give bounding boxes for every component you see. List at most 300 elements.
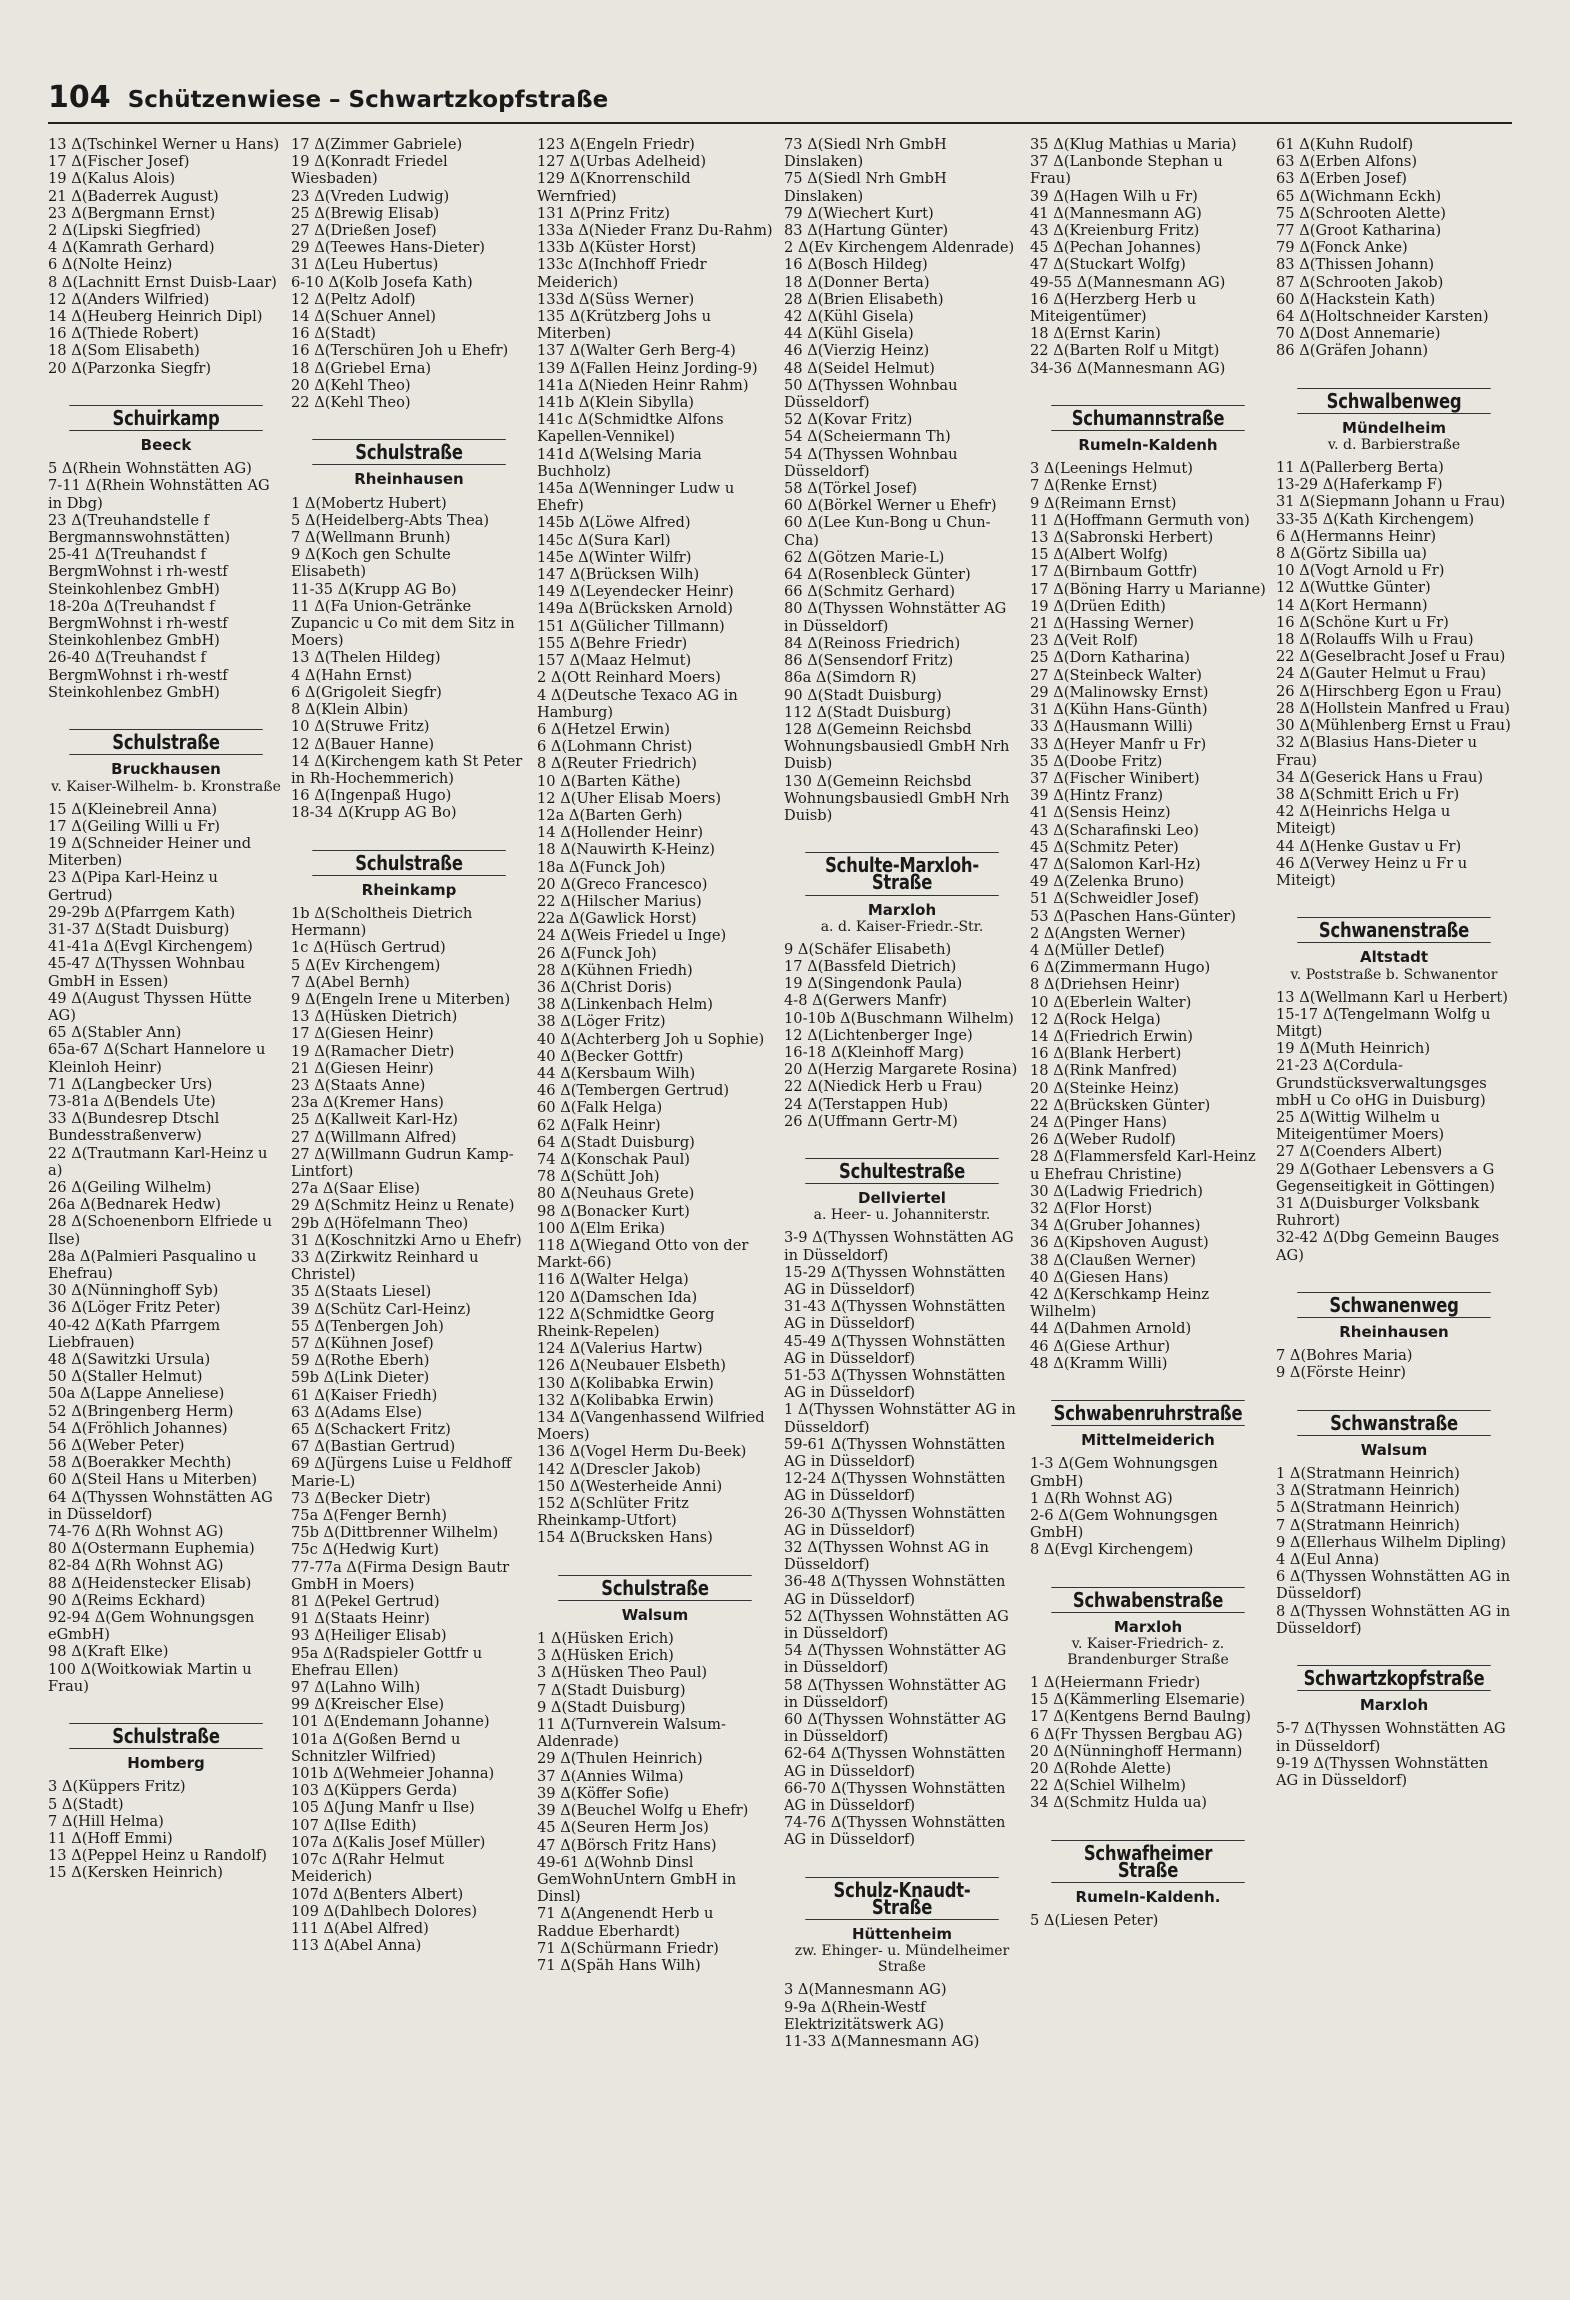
entry-line: 42 Δ(Kühl Gisela) — [784, 308, 914, 326]
street-block — [1276, 1410, 1512, 1637]
entry-line: 4-8 Δ(Gerwers Manfr) — [784, 992, 947, 1010]
street-block — [1276, 1292, 1512, 1382]
entry-line: 48 Δ(Sawitzki Ursula) — [48, 1351, 211, 1368]
entry-line: 38 Δ(Löger Fritz) — [537, 1013, 666, 1031]
entry-line: 37 Δ(Lanbonde Stephan u Frau) — [1030, 153, 1223, 188]
entry-line: 46 Δ(Vierzig Heinz) — [784, 342, 930, 360]
entry-line: 1 Δ(Heiermann Friedr) — [1030, 1674, 1201, 1692]
entry-line: 99 Δ(Kreischer Else) — [291, 1696, 445, 1714]
entry-line: 6 Δ(Hermanns Heinr) — [1276, 527, 1437, 545]
entry-line: 40-42 Δ(Kath Pfarrgem Liebfrauen) — [48, 1316, 221, 1351]
entry-line: 136 Δ(Vogel Herm Du-Beek) — [537, 1443, 747, 1461]
entry-line: 101 Δ(Endemann Johanne) — [291, 1713, 490, 1731]
entry-line: 21-23 Δ(Cordula-Grundstücksverwaltungsges mbH u Co oHG in Duisburg) — [1276, 1057, 1487, 1109]
street-note: v. Kaiser-Friedrich- z. Brandenburger Straße — [1067, 1636, 1229, 1669]
street-note: a. Heer- u. Johanniterstr. — [813, 1207, 991, 1224]
entry-line: 26a Δ(Bednarek Hedw) — [48, 1196, 221, 1214]
entry-line: 120 Δ(Damschen Ida) — [537, 1288, 698, 1306]
entry-line: 1b Δ(Scholtheis Dietrich Hermann) — [291, 904, 473, 940]
entry-line: 111 Δ(Abel Alfred) — [291, 1919, 429, 1937]
entry-line: 19 Δ(Konradt Friedel Wiesbaden) — [291, 153, 448, 188]
entry-line: 62-64 Δ(Thyssen Wohnstätten AG in Düsseldorf) — [784, 1745, 1006, 1780]
street-heading — [48, 729, 284, 794]
entry-line: 151 Δ(Gülicher Tillmann) — [537, 617, 725, 635]
entry-line: 6 Δ(Nolte Heinz) — [48, 256, 173, 274]
entry-line: 31 Δ(Siepmann Johann u Frau) — [1276, 493, 1506, 511]
entry-line: 31 Δ(Koschnitzki Arno u Ehefr) — [291, 1231, 522, 1249]
entry-line: 33 Δ(Bundesrep Dtschl Bundesstraßenverw) — [48, 1110, 220, 1145]
entry-line: 18-34 Δ(Krupp AG Bo) — [291, 804, 457, 822]
district-name: Altstadt — [1359, 948, 1429, 967]
entry-line: 32 Δ(Flor Horst) — [1030, 1199, 1153, 1217]
district-name: Mündelheim — [1342, 418, 1446, 437]
entry-line: 66-70 Δ(Thyssen Wohnstätten AG in Düsseldorf) — [784, 1779, 1006, 1815]
entry-line: 80 Δ(Thyssen Wohnstätter AG in Düsseldorf) — [784, 600, 1007, 635]
entry-line: 64 Δ(Holtschneider Karsten) — [1276, 308, 1489, 326]
street-block — [537, 136, 773, 1547]
entry-line: 95a Δ(Radspieler Gottfr u Ehefrau Ellen) — [291, 1644, 483, 1679]
entry-line: 17 Δ(Bassfeld Dietrich) — [784, 957, 957, 975]
entry-line: 101b Δ(Wehmeier Johanna) — [291, 1765, 495, 1783]
entry-line: 45 Δ(Pechan Johannes) — [1030, 239, 1201, 257]
street-block — [1276, 136, 1512, 360]
entry-line: 30 Δ(Mühlenberg Ernst u Frau) — [1276, 717, 1511, 735]
entry-line: 23 Δ(Vreden Ludwig) — [291, 187, 450, 205]
district-name: Bruckhausen — [111, 760, 221, 779]
entry-line: 22a Δ(Gawlick Horst) — [537, 910, 697, 928]
entry-line: 47 Δ(Stuckart Wolfg) — [1030, 256, 1186, 274]
entry-line: 118 Δ(Wiegand Otto von der Markt-66) — [537, 1237, 749, 1272]
entry-line: 154 Δ(Brucksken Hans) — [537, 1529, 713, 1547]
district-name: Marxloh — [1359, 1696, 1429, 1715]
entry-line: 24 Δ(Weis Friedel u Inge) — [537, 927, 727, 945]
street-block — [537, 1575, 773, 1974]
entry-line: 21 Δ(Giesen Heinr) — [291, 1059, 434, 1077]
entry-line: 2 Δ(Ev Kirchengem Aldenrade) — [784, 239, 1015, 257]
entry-line: 84 Δ(Reinoss Friedrich) — [784, 634, 961, 652]
entry-line: 79 Δ(Wiechert Kurt) — [784, 204, 934, 222]
entry-line: 60 Δ(Hackstein Kath) — [1276, 290, 1436, 308]
entry-line: 16 Δ(Stadt) — [291, 325, 376, 343]
street-name: Schulstraße — [312, 850, 506, 876]
entry-line: 145b Δ(Löwe Alfred) — [537, 514, 691, 532]
entry-line: 62 Δ(Falk Heinr) — [537, 1116, 661, 1134]
entry-line: 77 Δ(Groot Katharina) — [1276, 222, 1442, 240]
entry-line: 28 Δ(Flammersfeld Karl-Heinz u Ehefrau Christine) — [1030, 1148, 1256, 1183]
entry-line: 4 Δ(Hahn Ernst) — [291, 666, 413, 684]
street-block — [291, 136, 527, 411]
entry-line: 131 Δ(Prinz Fritz) — [537, 204, 670, 222]
entry-line: 18 Δ(Ernst Karin) — [1030, 325, 1161, 343]
entry-line: 20 Δ(Greco Francesco) — [537, 875, 708, 893]
street-heading — [1030, 1840, 1266, 1907]
entry-line: 62 Δ(Götzen Marie-L) — [784, 548, 945, 566]
entry-line: 6 Δ(Fr Thyssen Bergbau AG) — [1030, 1725, 1243, 1743]
entry-line: 30 Δ(Nünninghoff Syb) — [48, 1282, 219, 1300]
entry-line: 32-42 Δ(Dbg Gemeinn Bauges AG) — [1276, 1229, 1500, 1264]
entry-line: 32 Δ(Thyssen Wohnst AG in Düsseldorf) — [784, 1539, 989, 1574]
entry-line: 59b Δ(Link Dieter) — [291, 1369, 430, 1387]
entry-line: 6 Δ(Grigoleit Siegfr) — [291, 683, 442, 701]
entry-line: 79 Δ(Fonck Anke) — [1276, 239, 1408, 257]
entry-line: 5 Δ(Rhein Wohnstätten AG) — [48, 460, 252, 478]
entry-line: 7 Δ(Stratmann Heinrich) — [1276, 1516, 1460, 1534]
entry-line: 4 Δ(Müller Detlef) — [1030, 941, 1165, 959]
entry-line: 12-24 Δ(Thyssen Wohnstätten AG in Düsseldorf) — [784, 1470, 1006, 1505]
entry-line: 29b Δ(Höfelmann Theo) — [291, 1214, 469, 1232]
entry-line: 33-35 Δ(Kath Kirchengem) — [1276, 510, 1475, 528]
street-block — [784, 852, 1020, 1130]
entry-line: 23 Δ(Bergmann Ernst) — [48, 204, 216, 222]
entry-line: 43 Δ(Scharafinski Leo) — [1030, 821, 1199, 839]
entry-line: 14 Δ(Friedrich Erwin) — [1030, 1027, 1193, 1045]
entry-line: 9 Δ(Ellerhaus Wilhelm Dipling) — [1276, 1533, 1507, 1551]
entry-line: 49-55 Δ(Mannesmann AG) — [1030, 273, 1226, 291]
entry-line: 116 Δ(Walter Helga) — [537, 1271, 689, 1289]
entry-line: 112 Δ(Stadt Duisburg) — [784, 703, 952, 721]
entry-line: 45-47 Δ(Thyssen Wohnbau GmbH in Essen) — [48, 955, 246, 990]
entry-line: 19 Δ(Schneider Heiner und Miterben) — [48, 834, 252, 870]
entry-line: 12 Δ(Peltz Adolf) — [291, 290, 416, 308]
entry-line: 31 Δ(Leu Hubertus) — [291, 256, 439, 274]
entry-line: 51 Δ(Schweidler Josef) — [1030, 890, 1199, 908]
district-name: Marxloh — [1113, 1617, 1183, 1636]
entry-line: 9 Δ(Reimann Ernst) — [1030, 494, 1177, 512]
entry-line: 8 Δ(Klein Albin) — [291, 701, 409, 719]
entry-line: 45 Δ(Schmitz Peter) — [1030, 838, 1179, 856]
column-2 — [291, 136, 527, 1954]
entry-line: 12 Δ(Wuttke Günter) — [1276, 579, 1431, 597]
entry-line: 36 Δ(Löger Fritz Peter) — [48, 1299, 221, 1317]
entry-line: 98 Δ(Bonacker Kurt) — [537, 1202, 690, 1220]
entry-line: 58 Δ(Törkel Josef) — [784, 480, 918, 498]
entry-line: 46 Δ(Verwey Heinz u Fr u Miteigt) — [1276, 854, 1468, 889]
entry-line: 17 Δ(Geiling Willi u Fr) — [48, 817, 221, 835]
entry-line: 8 Δ(Thyssen Wohnstätten AG in Düsseldorf) — [1276, 1602, 1511, 1637]
entry-line: 31 Δ(Duisburger Volksbank Ruhrort) — [1276, 1194, 1480, 1230]
entry-line: 20 Δ(Herzig Margarete Rosina) — [784, 1061, 1018, 1079]
entry-line: 93 Δ(Heiliger Elisab) — [291, 1627, 447, 1645]
street-heading — [48, 1723, 284, 1772]
page-number: 104 — [48, 80, 111, 115]
entry-line: 58 Δ(Boerakker Mechth) — [48, 1454, 232, 1472]
entry-line: 23a Δ(Kremer Hans) — [291, 1094, 444, 1112]
entry-line: 11-33 Δ(Mannesmann AG) — [784, 2032, 980, 2050]
street-block — [48, 136, 284, 377]
entry-line: 13 Δ(Wellmann Karl u Herbert) — [1276, 988, 1508, 1006]
entry-line: 41 Δ(Mannesmann AG) — [1030, 204, 1202, 222]
entry-line: 41-41a Δ(Evgl Kirchengem) — [48, 938, 253, 956]
entry-line: 71 Δ(Angenendt Herb u Raddue Eberhardt) — [537, 1905, 714, 1940]
entry-line: 9-9a Δ(Rhein-Westf Elektrizitätswerk AG) — [784, 1998, 945, 2033]
entry-line: 155 Δ(Behre Friedr) — [537, 634, 688, 652]
entry-line: 49-61 Δ(Wohnb Dinsl GemWohnUntern GmbH in Dinsl) — [537, 1853, 737, 1906]
entry-line: 11 Δ(Hoff Emmi) — [48, 1830, 173, 1848]
entry-line: 17 Δ(Fischer Josef) — [48, 153, 190, 171]
street-block — [291, 850, 527, 1955]
entry-line: 63 Δ(Erben Josef) — [1276, 170, 1407, 188]
entry-line: 127 Δ(Urbas Adelheid) — [537, 153, 707, 171]
entry-line: 141a Δ(Nieden Heinr Rahm) — [537, 376, 749, 394]
entry-line: 14 Δ(Kort Hermann) — [1276, 596, 1428, 614]
entry-line: 25 Δ(Kallweit Karl-Hz) — [291, 1111, 458, 1129]
entry-line: 12a Δ(Barten Gerh) — [537, 806, 683, 824]
entry-line: 137 Δ(Walter Gerh Berg-4) — [537, 342, 736, 360]
street-block — [1030, 1587, 1266, 1812]
entry-line: 145c Δ(Sura Karl) — [537, 531, 671, 549]
entry-line: 10-10b Δ(Buschmann Wilhelm) — [784, 1009, 1014, 1027]
entry-line: 75c Δ(Hedwig Kurt) — [291, 1541, 439, 1559]
entry-line: 1 Δ(Hüsken Erich) — [537, 1630, 674, 1648]
entry-line: 54 Δ(Scheiermann Th) — [784, 428, 951, 446]
entry-line: 18a Δ(Funck Joh) — [537, 858, 666, 876]
entry-line: 70 Δ(Dost Annemarie) — [1276, 325, 1441, 343]
entry-line: 27a Δ(Saar Elise) — [291, 1180, 420, 1198]
entry-line: 2 Δ(Angsten Werner) — [1030, 924, 1186, 942]
entry-line: 8 Δ(Görtz Sibilla ua) — [1276, 545, 1427, 563]
entry-line: 18 Δ(Nauwirth K-Heinz) — [537, 841, 715, 859]
entry-line: 77-77a Δ(Firma Design Bautr GmbH in Moers) — [291, 1558, 510, 1593]
entry-line: 25 Δ(Wittig Wilhelm u Miteigentümer Moers) — [1276, 1108, 1445, 1144]
entry-line: 19 Δ(Muth Heinrich) — [1276, 1040, 1431, 1058]
entry-line: 133c Δ(Inchhoff Friedr Meiderich) — [537, 256, 707, 291]
entry-line: 1 Δ(Mobertz Hubert) — [291, 494, 447, 512]
entry-line: 3 Δ(Hüsken Erich) — [537, 1647, 674, 1665]
entry-line: 38 Δ(Linkenbach Helm) — [537, 996, 713, 1014]
street-block — [1276, 1665, 1512, 1789]
entry-line: 39 Δ(Beuchel Wolfg u Ehefr) — [537, 1802, 749, 1820]
entry-line: 5-7 Δ(Thyssen Wohnstätten AG in Düsseldorf) — [1276, 1720, 1506, 1755]
entry-line: 42 Δ(Kerschkamp Heinz Wilhelm) — [1030, 1286, 1210, 1321]
entry-line: 88 Δ(Heidenstecker Elisab) — [48, 1574, 252, 1592]
entry-line: 58 Δ(Thyssen Wohnstätter AG in Düsseldorf) — [784, 1676, 1007, 1711]
entry-line: 4 Δ(Kamrath Gerhard) — [48, 239, 215, 257]
entry-line: 65 Δ(Stabler Ann) — [48, 1024, 182, 1042]
entry-line: 11 Δ(Turnverein Walsum-Aldenrade) — [537, 1716, 726, 1751]
entry-line: 1-3 Δ(Gem Wohnungsgen GmbH) — [1030, 1455, 1218, 1490]
column-6 — [1276, 136, 1512, 1789]
entry-line: 64 Δ(Rosenbleck Günter) — [784, 566, 971, 584]
district-name: Mittelmeiderich — [1081, 1431, 1215, 1450]
entry-line: 141d Δ(Welsing Maria Buchholz) — [537, 445, 702, 480]
street-heading — [537, 1575, 773, 1624]
entry-line: 54 Δ(Fröhlich Johannes) — [48, 1419, 228, 1437]
entry-line: 101a Δ(Goßen Bernd u Schnitzler Wilfried) — [291, 1730, 461, 1765]
entry-line: 13 Δ(Tschinkel Werner u Hans) — [48, 136, 280, 153]
entry-line: 36 Δ(Kipshoven August) — [1030, 1234, 1209, 1252]
entry-line: 150 Δ(Westerheide Anni) — [537, 1477, 723, 1495]
street-heading — [1276, 1665, 1512, 1714]
entry-line: 90 Δ(Reims Eckhard) — [48, 1591, 206, 1609]
district-name: Rheinkamp — [361, 880, 457, 899]
entry-line: 20 Δ(Kehl Theo) — [291, 376, 411, 394]
entry-line: 105 Δ(Jung Manfr u Ilse) — [291, 1799, 475, 1817]
entry-line: 35 Δ(Staats Liesel) — [291, 1283, 432, 1301]
entry-line: 107a Δ(Kalis Josef Müller) — [291, 1833, 486, 1851]
entry-line: 28a Δ(Palmieri Pasqualino u Ehefrau) — [48, 1247, 257, 1282]
entry-line: 36 Δ(Christ Doris) — [537, 978, 672, 996]
entry-line: 21 Δ(Baderrek August) — [48, 187, 219, 205]
entry-line: 97 Δ(Lahno Wilh) — [291, 1679, 421, 1697]
entry-line: 129 Δ(Knorrenschild Wernfried) — [537, 170, 691, 205]
entry-line: 43 Δ(Kreienburg Fritz) — [1030, 222, 1200, 240]
entry-line: 5 Δ(Liesen Peter) — [1030, 1912, 1159, 1930]
entry-line: 60 Δ(Steil Hans u Miterben) — [48, 1471, 258, 1489]
entry-line: 10 Δ(Eberlein Walter) — [1030, 993, 1192, 1011]
entry-line: 23 Δ(Treuhandstelle f Bergmannswohnstätten) — [48, 511, 231, 547]
entry-line: 107c Δ(Rahr Helmut Meiderich) — [291, 1851, 445, 1886]
entry-line: 46 Δ(Tembergen Gertrud) — [537, 1082, 730, 1100]
street-name: Schwartzkopfstraße — [1297, 1665, 1491, 1691]
street-note: zw. Ehinger- u. Mündelheimer Straße — [794, 1943, 1010, 1976]
entry-line: 25 Δ(Dorn Katharina) — [1030, 649, 1190, 667]
street-name: Schulz-Knaudt-Straße — [805, 1877, 999, 1920]
entry-line: 128 Δ(Gemeinn Reichsbd Wohnungsbausiedl GmbH Nrh Duisb) — [784, 720, 1010, 773]
entry-line: 107 Δ(Ilse Edith) — [291, 1816, 417, 1834]
entry-line: 29 Δ(Teewes Hans-Dieter) — [291, 239, 485, 257]
entry-line: 9 Δ(Förste Heinr) — [1276, 1364, 1406, 1382]
entry-line: 21 Δ(Hassing Werner) — [1030, 615, 1195, 633]
street-name: Schwabenstraße — [1051, 1587, 1245, 1613]
entry-line: 8 Δ(Driehsen Heinr) — [1030, 976, 1180, 994]
entry-line: 6 Δ(Zimmermann Hugo) — [1030, 959, 1211, 977]
entry-line: 33 Δ(Zirkwitz Reinhard u Christel) — [291, 1248, 479, 1284]
entry-line: 22 Δ(Hilscher Marius) — [537, 892, 702, 910]
column-4 — [784, 136, 1020, 2050]
entry-line: 16 Δ(Blank Herbert) — [1030, 1045, 1182, 1063]
entry-line: 4 Δ(Eul Anna) — [1276, 1551, 1380, 1569]
entry-line: 38 Δ(Schmitt Erich u Fr) — [1276, 785, 1460, 803]
entry-line: 107d Δ(Benters Albert) — [291, 1885, 464, 1903]
entry-line: 39 Δ(Hagen Wilh u Fr) — [1030, 187, 1198, 205]
entry-line: 16 Δ(Bosch Hildeg) — [784, 256, 928, 274]
entry-line: 3-9 Δ(Thyssen Wohnstätten AG in Düsseldorf) — [784, 1229, 1014, 1264]
district-name: Rumeln-Kaldenh — [1078, 436, 1218, 455]
entry-line: 83 Δ(Thissen Johann) — [1276, 256, 1435, 274]
entry-line: 8 Δ(Lachnitt Ernst Duisb-Laar) — [48, 273, 277, 291]
entry-line: 26 Δ(Geiling Wilhelm) — [48, 1178, 212, 1196]
entry-line: 152 Δ(Schlüter Fritz Rheinkamp-Utfort) — [537, 1495, 689, 1530]
entry-line: 49 Δ(Zelenka Bruno) — [1030, 873, 1185, 891]
entry-line: 75 Δ(Schrooten Alette) — [1276, 204, 1447, 222]
entry-line: 57 Δ(Kühnen Josef) — [291, 1335, 434, 1352]
entry-line: 139 Δ(Fallen Heinz Jording-9) — [537, 359, 758, 377]
entry-line: 31 Δ(Kühn Hans-Günth) — [1030, 701, 1208, 719]
entry-line: 11 Δ(Pallerberg Berta) — [1276, 459, 1444, 477]
entry-line: 51-53 Δ(Thyssen Wohnstätten AG in Düsseldorf) — [784, 1367, 1006, 1402]
street-heading — [784, 1158, 1020, 1223]
entry-line: 27 Δ(Willmann Gudrun Kamp-Lintfort) — [291, 1145, 514, 1180]
entry-line: 16 Δ(Thiede Robert) — [48, 325, 199, 343]
street-note: v. d. Barbierstraße — [1327, 437, 1461, 454]
entry-line: 44 Δ(Kühl Gisela) — [784, 325, 914, 343]
entry-line: 7-11 Δ(Rhein Wohnstätten AG in Dbg) — [48, 477, 270, 512]
entry-line: 8 Δ(Reuter Friedrich) — [537, 755, 697, 773]
entry-line: 126 Δ(Neubauer Elsbeth) — [537, 1357, 726, 1375]
entry-line: 18 Δ(Griebel Erna) — [291, 359, 432, 377]
entry-line: 3 Δ(Mannesmann AG) — [784, 1981, 947, 1999]
entry-line: 17 Δ(Kentgens Bernd Baulng) — [1030, 1708, 1252, 1726]
street-name: Schulstraße — [69, 1723, 263, 1749]
entry-line: 86 Δ(Gräfen Johann) — [1276, 342, 1429, 360]
entry-line: 25 Δ(Brewig Elisab) — [291, 204, 440, 222]
entry-line: 75 Δ(Siedl Nrh GmbH Dinslaken) — [784, 170, 947, 205]
entry-line: 141c Δ(Schmidtke Alfons Kapellen-Vennikel) — [537, 411, 724, 446]
district-name: Rheinhausen — [1339, 1322, 1449, 1341]
entry-line: 14 Δ(Kirchengem kath St Peter in Rh-Hochemmerich) — [291, 752, 523, 787]
street-name: Schulstraße — [69, 729, 263, 755]
entry-line: 14 Δ(Heuberg Heinrich Dipl) — [48, 308, 263, 326]
entry-line: 15 Δ(Kämmerling Elsemarie) — [1030, 1691, 1246, 1709]
entry-line: 26-40 Δ(Treuhandst f BergmWohnst i rh-westf Steinkohlenbez GmbH) — [48, 649, 228, 701]
entry-line: 73-81a Δ(Bendels Ute) — [48, 1092, 216, 1110]
entry-line: 6 Δ(Lohmann Christ) — [537, 738, 693, 756]
entry-line: 75b Δ(Dittbrenner Wilhelm) — [291, 1524, 499, 1542]
entry-line: 10 Δ(Vogt Arnold u Fr) — [1276, 562, 1445, 580]
entry-line: 74 Δ(Konschak Paul) — [537, 1150, 691, 1168]
street-heading — [1030, 1587, 1266, 1668]
entry-line: 22 Δ(Schiel Wilhelm) — [1030, 1777, 1186, 1795]
entry-line: 80 Δ(Neuhaus Grete) — [537, 1185, 695, 1203]
street-heading — [291, 439, 527, 488]
entry-line: 123 Δ(Engeln Friedr) — [537, 136, 695, 153]
page-header — [48, 80, 1512, 124]
entry-line: 6 Δ(Hetzel Erwin) — [537, 720, 670, 738]
entry-line: 17 Δ(Böning Harry u Marianne) — [1030, 580, 1266, 598]
entry-line: 6 Δ(Thyssen Wohnstätten AG in Düsseldorf) — [1276, 1568, 1511, 1603]
entry-line: 12 Δ(Lichtenberger Inge) — [784, 1026, 973, 1044]
street-block — [1030, 136, 1266, 377]
street-name: Schumannstraße — [1051, 405, 1245, 431]
entry-line: 142 Δ(Drescler Jakob) — [537, 1460, 701, 1478]
street-block — [1276, 917, 1512, 1264]
entry-line: 45-49 Δ(Thyssen Wohnstätten AG in Düsseldorf) — [784, 1332, 1006, 1367]
entry-line: 19 Δ(Drüen Edith) — [1030, 597, 1166, 615]
entry-line: 13-29 Δ(Haferkamp F) — [1276, 476, 1443, 494]
entry-line: 28 Δ(Kühnen Friedh) — [537, 961, 693, 979]
entry-line: 18 Δ(Rolauffs Wilh u Frau) — [1276, 631, 1474, 649]
entry-line: 98 Δ(Kraft Elke) — [48, 1643, 169, 1661]
entry-line: 63 Δ(Adams Else) — [291, 1403, 423, 1421]
district-name: Rumeln-Kaldenh. — [1075, 1888, 1221, 1907]
entry-line: 16 Δ(Schöne Kurt u Fr) — [1276, 613, 1449, 631]
entry-line: 18-20a Δ(Treuhandst f BergmWohnst i rh-westf Steinkohlenbez GmbH) — [48, 597, 228, 650]
street-name: Schwabenruhrstraße — [1051, 1400, 1245, 1426]
entry-line: 22 Δ(Niedick Herb u Frau) — [784, 1078, 983, 1096]
entry-line: 73 Δ(Siedl Nrh GmbH Dinslaken) — [784, 136, 947, 171]
entry-line: 30 Δ(Ladwig Friedrich) — [1030, 1182, 1203, 1200]
entry-line: 24 Δ(Pinger Hans) — [1030, 1113, 1167, 1131]
entry-line: 45 Δ(Seuren Herm Jos) — [537, 1819, 709, 1837]
entry-line: 86 Δ(Sensendorf Fritz) — [784, 652, 954, 670]
street-name: Schulte-Marxloh-Straße — [805, 852, 999, 895]
entry-line: 78 Δ(Schütt Joh) — [537, 1168, 660, 1186]
street-heading — [1276, 1410, 1512, 1459]
entry-line: 75a Δ(Fenger Bernh) — [291, 1507, 447, 1525]
street-heading — [1030, 405, 1266, 454]
street-heading — [1276, 1292, 1512, 1341]
entry-line: 34 Δ(Geserick Hans u Frau) — [1276, 768, 1484, 786]
street-heading — [1276, 388, 1512, 453]
entry-line: 13 Δ(Peppel Heinz u Randolf) — [48, 1847, 267, 1865]
entry-line: 55 Δ(Tenbergen Joh) — [291, 1317, 444, 1335]
entry-line: 46 Δ(Giese Arthur) — [1030, 1337, 1171, 1355]
street-name: Schulstraße — [558, 1575, 752, 1601]
entry-line: 9 Δ(Engeln Irene u Miterben) — [291, 990, 511, 1008]
entry-line: 130 Δ(Gemeinn Reichsbd Wohnungsbausiedl GmbH Nrh Duisb) — [784, 772, 1010, 824]
entry-line: 22 Δ(Trautmann Karl-Heinz u a) — [48, 1144, 268, 1179]
entry-line: 13 Δ(Thelen Hildeg) — [291, 649, 441, 667]
